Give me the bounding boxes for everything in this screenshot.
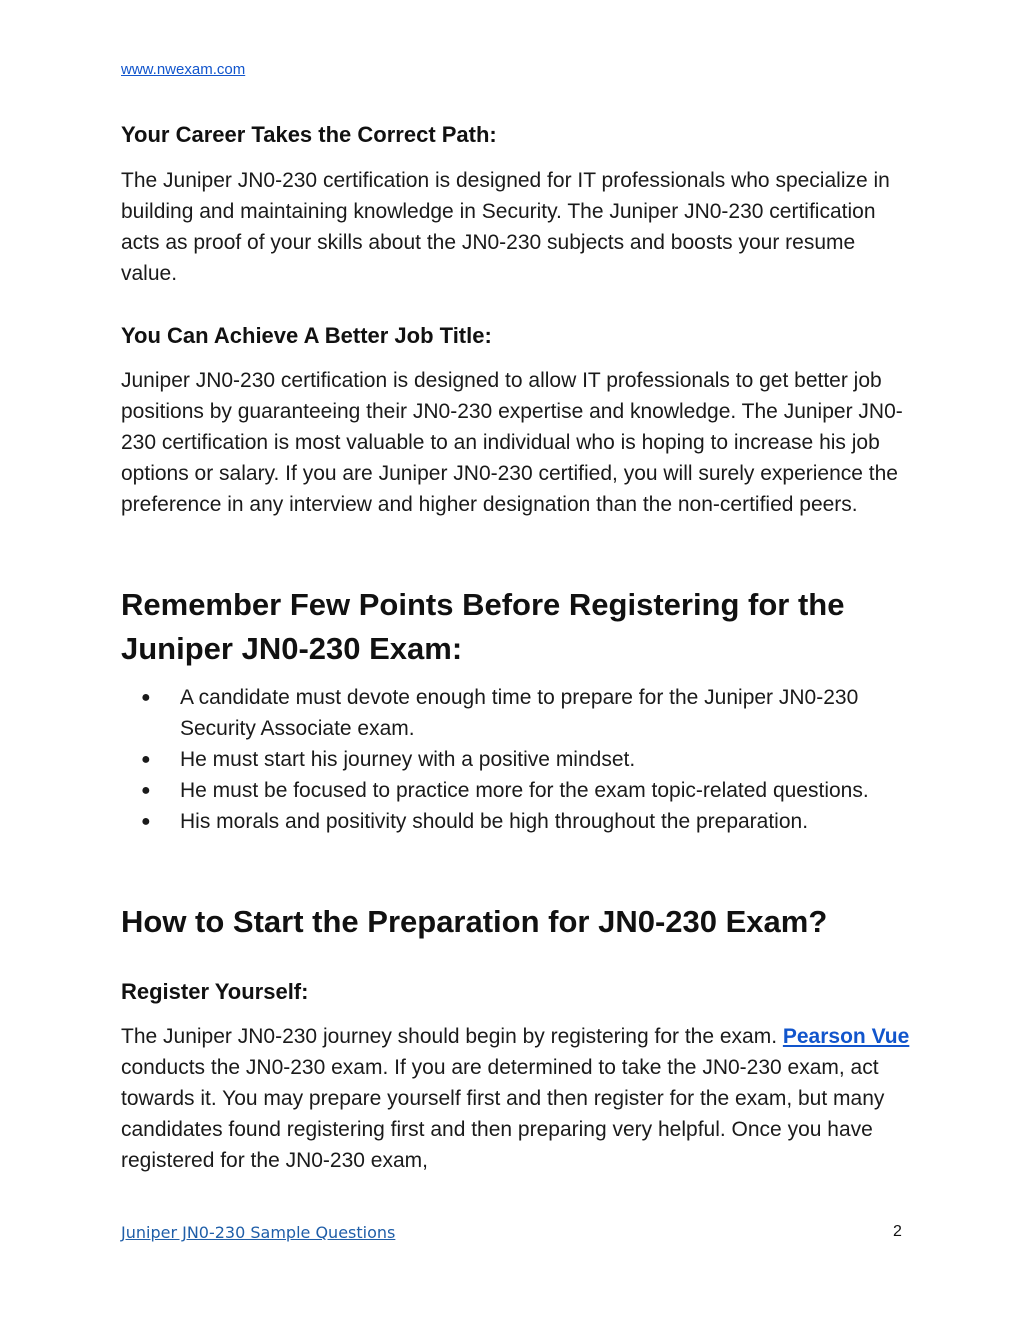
list-item: ● He must be focused to practice more for the exam topic-related questions.: [121, 775, 911, 806]
section-body-career-path: The Juniper JN0-230 certification is designed for IT professionals who specialize in building and maintaining knowledge in Security. The Juniper JN0-230 certification acts as proof of your skills about the JN0-230 subjects and boosts your resume value.: [121, 169, 890, 285]
section-body-register: The Juniper JN0-230 journey should begin by registering for the exam. Pearson Vue conducts the JN0-230 exam. If you are determined to take the JN0-230 exam, act towards it. You may prepare yourself first and then register for the exam, but many candidates found registering first and then preparing very helpful. Once you have registered for the JN0-230 exam,: [121, 1025, 910, 1172]
remember-points-list: [121, 682, 911, 837]
pearson-vue-link[interactable]: Pearson Vue: [782, 1025, 910, 1048]
site-link[interactable]: www.nwexam.com: [121, 61, 246, 78]
list-item: ● He must start his journey with a positive mindset.: [121, 744, 911, 775]
section-heading-preparation: How to Start the Preparation for JN0-230 Exam?: [121, 904, 828, 939]
section-heading-remember-points: Remember Few Points Before Registering for the Juniper JN0-230 Exam:: [121, 587, 845, 666]
list-item: ● A candidate must devote enough time to prepare for the Juniper JN0-230 Security Associate exam.: [121, 682, 911, 744]
bullet-icon: ●: [141, 782, 151, 799]
section-heading-career-path: Your Career Takes the Correct Path:: [121, 122, 497, 147]
page-number: 2: [893, 1223, 902, 1240]
section-heading-job-title: You Can Achieve A Better Job Title:: [121, 323, 492, 348]
bullet-icon: ●: [141, 813, 151, 830]
footer-title-link[interactable]: Juniper JN0-230 Sample Questions: [121, 1223, 396, 1242]
bullet-icon: ●: [141, 751, 151, 768]
section-body-job-title: Juniper JN0-230 certification is designed to allow IT professionals to get better job positions by guaranteeing their JN0-230 expertise and knowledge. The Juniper JN0-230 certification is most valuable to an individual who is hoping to increase his job options or salary. If you are Juniper JN0-230 certified, you will surely experience the preference in any interview and higher designation than the non-certified peers.: [121, 369, 903, 516]
section-heading-register: Register Yourself:: [121, 979, 309, 1004]
list-item: ● His morals and positivity should be high throughout the preparation.: [121, 806, 911, 837]
bullet-icon: ●: [141, 689, 151, 706]
